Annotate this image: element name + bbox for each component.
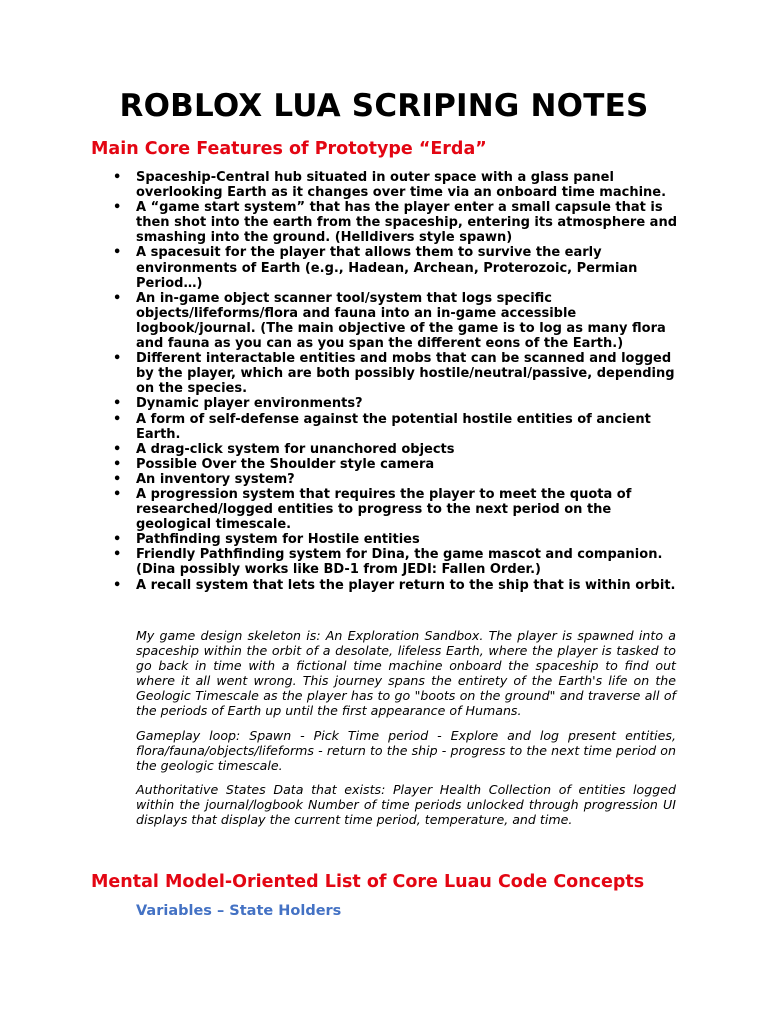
feature-list-item [108, 200, 688, 245]
feature-text: Possible Over the Shoulder style camera [136, 456, 435, 472]
notes-paragraph: My game design skeleton is: An Exploration Sandbox. The player is spawned into a spaceship within the orbit of a desolate, lifeless Earth, where the player is tasked to go back in time with a fictional time machine onboard the spaceship to find out where it all went wrong. This journey spans the entirety of the Earth's life on the Geologic Timescale as the player has to go "boots on the ground" and traverse all of the periods of Earth up until the first appearance of Humans. [136, 628, 676, 719]
feature-text: A spacesuit for the player that allows them to survive the early environments of Earth (e.g., Hadean, Archean, Proterozoic, Permian Period…) [136, 245, 638, 291]
feature-text: A “game start system” that has the player enter a small capsule that is then shot into the earth from the spaceship, entering its atmosphere and smashing into the ground. (Helldivers style spawn) [136, 200, 678, 246]
feature-list-item [108, 457, 688, 472]
feature-text: A progression system that requires the player to meet the quota of researched/logged entities to progress to the next period on the geological timescale. [136, 486, 632, 533]
bullet-icon: • [113, 170, 122, 185]
feature-list [108, 170, 688, 593]
feature-list-item [108, 291, 688, 351]
design-notes [136, 628, 676, 836]
notes-paragraph: Authoritative States Data that exists: Player Health Collection of entities logged within the journal/logbook Number of time periods unlocked through progression UI displays that display the current time period, temperature, and time. [136, 781, 676, 828]
bullet-icon: • [113, 486, 122, 502]
feature-text: Pathfinding system for Hostile entities [136, 532, 420, 548]
feature-list-item [108, 245, 688, 290]
bullet-icon: • [113, 577, 122, 593]
feature-text: A recall system that lets the player return to the ship that is within orbit. [136, 577, 676, 593]
section-heading-core-features: Main Core Features of Prototype “Erda” [91, 139, 487, 159]
bullet-icon: • [113, 290, 122, 306]
bullet-icon: • [113, 245, 122, 261]
feature-list-item [108, 487, 688, 532]
feature-list-item [108, 532, 688, 547]
bullet-icon: • [113, 471, 122, 487]
bullet-icon: • [113, 351, 122, 367]
feature-text: An inventory system? [136, 471, 295, 487]
feature-text: A drag-click system for unanchored objects [136, 441, 455, 457]
bullet-icon: • [113, 200, 122, 216]
document-title: ROBLOX LUA SCRIPING NOTES [119, 88, 649, 124]
bullet-icon: • [113, 396, 122, 412]
notes-paragraph: Gameplay loop: Spawn - Pick Time period - Explore and log present entities, flora/fauna/objects/lifeforms - return to the ship - progress to the next time period on the geologic timescale. [136, 727, 676, 773]
subsection-heading-variables: Variables – State Holders [136, 903, 342, 919]
feature-list-item [108, 396, 688, 411]
bullet-icon: • [113, 532, 122, 548]
feature-list-item [108, 442, 688, 457]
feature-list-item [108, 412, 688, 442]
feature-list-item [108, 547, 688, 577]
bullet-icon: • [113, 547, 122, 563]
feature-text: Dynamic player environments? [136, 396, 363, 412]
feature-list-item [108, 472, 688, 487]
feature-text: A form of self-defense against the potential hostile entities of ancient Earth. [136, 411, 651, 442]
feature-list-item [108, 351, 688, 396]
feature-list-item [108, 578, 688, 593]
feature-text: Spaceship-Central hub situated in outer space with a glass panel overlooking Earth as it changes over time via an onboard time machine. [136, 170, 667, 201]
bullet-icon: • [113, 411, 122, 427]
feature-text: An in-game object scanner tool/system that logs specific objects/lifeforms/flora and fauna into an in-game accessible logbook/journal. (The main objective of the game is to log as many flora and fauna as you can as you span the different eons of the Earth.) [136, 290, 666, 352]
section-heading-luau-concepts: Mental Model-Oriented List of Core Luau Code Concepts [91, 872, 645, 892]
feature-list-item [108, 170, 688, 200]
feature-text: Friendly Pathfinding system for Dina, the game mascot and companion. (Dina possibly works like BD-1 from JEDI: Fallen Order.) [136, 547, 663, 578]
bullet-icon: • [113, 456, 122, 472]
feature-text: Different interactable entities and mobs that can be scanned and logged by the player, which are both possibly hostile/neutral/passive, depending on the species. [136, 351, 675, 397]
bullet-icon: • [113, 441, 122, 457]
